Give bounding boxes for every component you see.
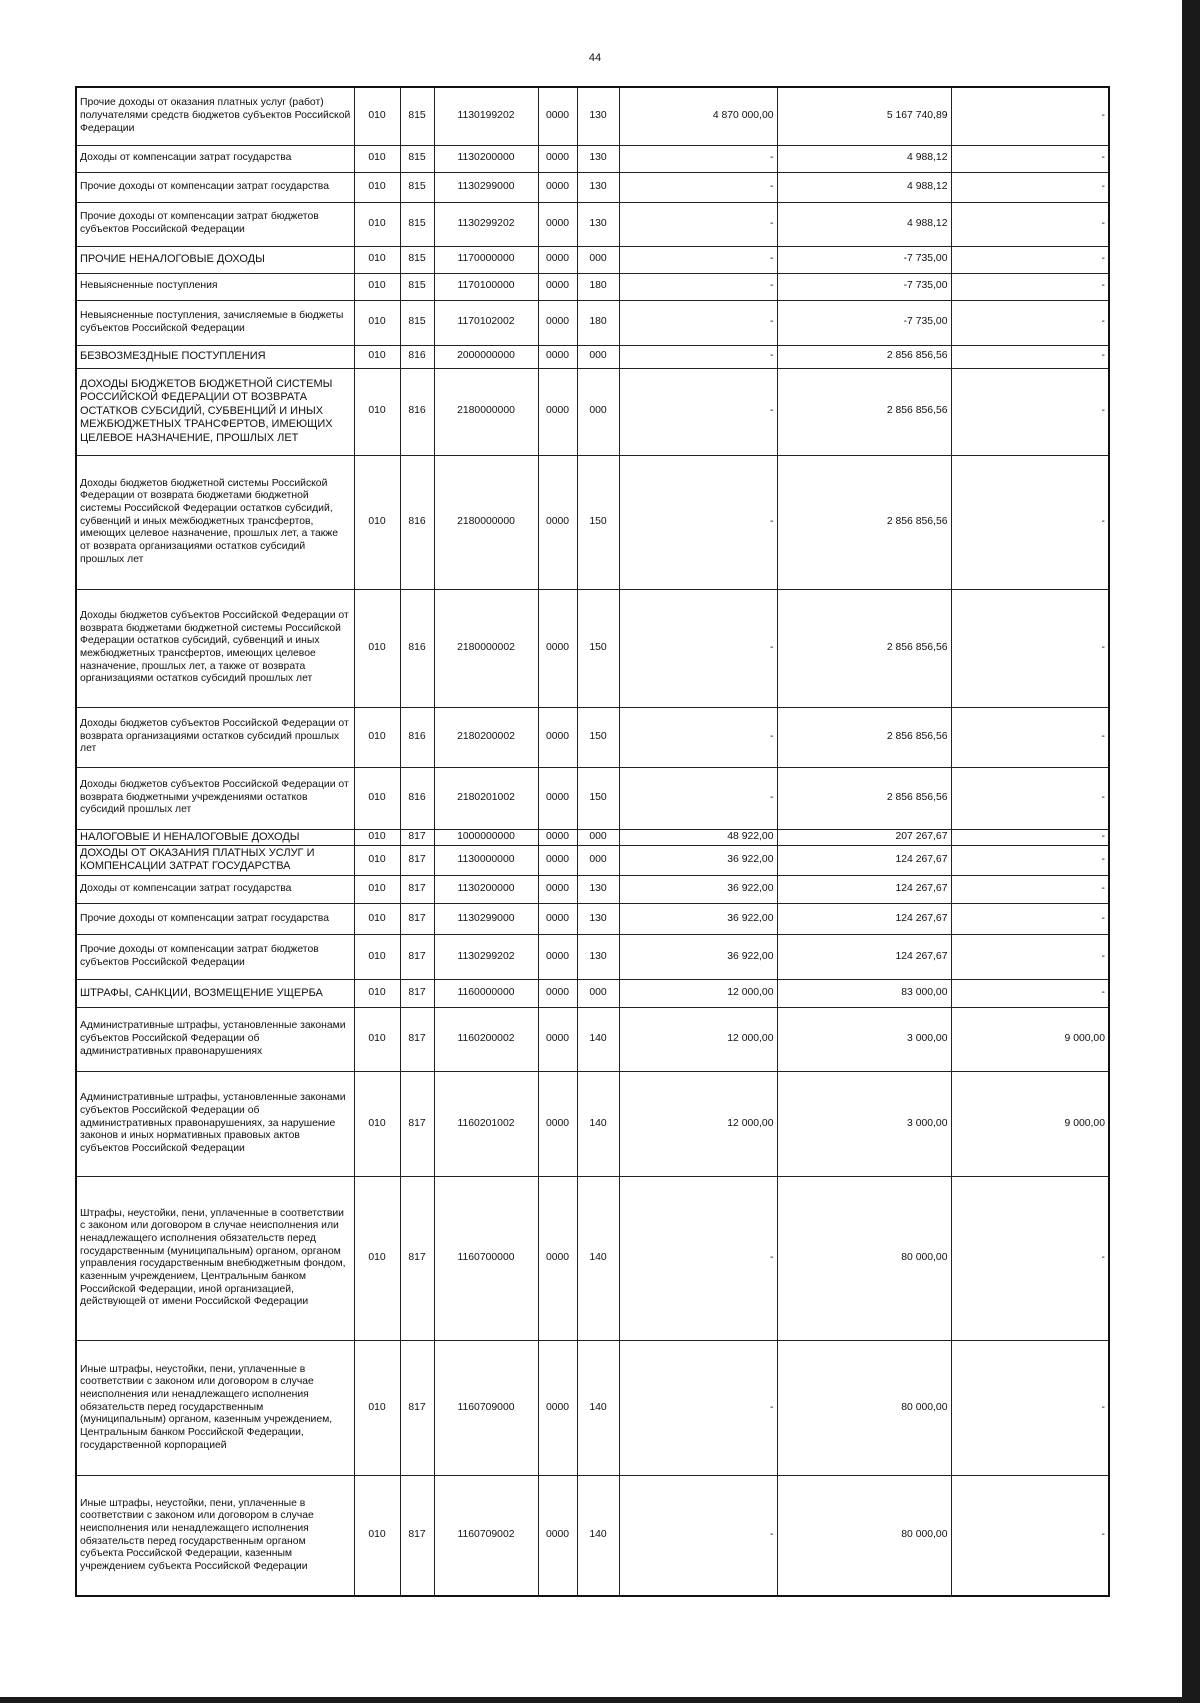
table-row — [76, 87, 1109, 145]
row-kbk-code: 2180000000 — [434, 455, 538, 589]
table-row — [76, 1475, 1109, 1596]
row-fact-amount: 80 000,00 — [777, 1176, 951, 1340]
row-diff-amount: - — [951, 145, 1109, 172]
row-admin-code: 010 — [354, 707, 400, 767]
row-admin-code: 010 — [354, 767, 400, 829]
row-kbk-code: 1130299000 — [434, 903, 538, 934]
row-chapter-code: 817 — [400, 1475, 434, 1596]
row-program-code: 0000 — [538, 934, 577, 979]
row-description: Доходы бюджетов субъектов Российской Федерации от возврата организациями остатков субсидий прошлых лет — [76, 707, 354, 767]
row-plan-amount: 36 922,00 — [619, 845, 777, 875]
row-kosgu-code: 130 — [577, 875, 619, 903]
row-kbk-code: 1130200000 — [434, 145, 538, 172]
row-plan-amount: - — [619, 707, 777, 767]
row-program-code: 0000 — [538, 246, 577, 273]
row-plan-amount: - — [619, 172, 777, 202]
row-admin-code: 010 — [354, 875, 400, 903]
row-diff-amount: - — [951, 1176, 1109, 1340]
row-program-code: 0000 — [538, 767, 577, 829]
row-kosgu-code: 000 — [577, 845, 619, 875]
row-kosgu-code: 140 — [577, 1475, 619, 1596]
row-description: Прочие доходы от компенсации затрат бюджетов субъектов Российской Федерации — [76, 934, 354, 979]
row-kbk-code: 2180000002 — [434, 589, 538, 707]
row-description: Прочие доходы от компенсации затрат государства — [76, 172, 354, 202]
row-description: Иные штрафы, неустойки, пени, уплаченные в соответствии с законом или договором в случае неисполнения или ненадлежащего исполнения обязательств перед государственным органом субъекта Российской Федерации, казенным учреждением субъекта Российской Федерации — [76, 1475, 354, 1596]
row-program-code: 0000 — [538, 1071, 577, 1176]
row-kbk-code: 2180201002 — [434, 767, 538, 829]
row-chapter-code: 817 — [400, 1007, 434, 1071]
row-plan-amount: 4 870 000,00 — [619, 87, 777, 145]
row-fact-amount: 2 856 856,56 — [777, 455, 951, 589]
row-kbk-code: 1160201002 — [434, 1071, 538, 1176]
row-description: Штрафы, неустойки, пени, уплаченные в соответствии с законом или договором в случае неисполнения или ненадлежащего исполнения обязательств перед государственным (муниципальным) органом, органом управления государственным внебюджетным фондом, казенным учреждением, Центральным банком Российской Федерации, иной организацией, действующей от имени Российской Федерации — [76, 1176, 354, 1340]
row-fact-amount: 5 167 740,89 — [777, 87, 951, 145]
row-chapter-code: 817 — [400, 875, 434, 903]
row-plan-amount: 12 000,00 — [619, 1007, 777, 1071]
table-row — [76, 246, 1109, 273]
row-fact-amount: 83 000,00 — [777, 979, 951, 1007]
row-fact-amount: 3 000,00 — [777, 1007, 951, 1071]
row-chapter-code: 817 — [400, 829, 434, 845]
row-admin-code: 010 — [354, 1475, 400, 1596]
row-program-code: 0000 — [538, 345, 577, 368]
row-kosgu-code: 140 — [577, 1071, 619, 1176]
row-kbk-code: 1160709000 — [434, 1340, 538, 1475]
row-program-code: 0000 — [538, 903, 577, 934]
revenue-table — [75, 86, 1110, 1597]
row-program-code: 0000 — [538, 455, 577, 589]
row-diff-amount: - — [951, 875, 1109, 903]
row-kosgu-code: 130 — [577, 903, 619, 934]
row-diff-amount: - — [951, 202, 1109, 246]
row-kosgu-code: 150 — [577, 707, 619, 767]
row-kosgu-code: 000 — [577, 829, 619, 845]
row-chapter-code: 815 — [400, 145, 434, 172]
row-fact-amount: 2 856 856,56 — [777, 589, 951, 707]
row-fact-amount: 124 267,67 — [777, 934, 951, 979]
row-kbk-code: 1160709002 — [434, 1475, 538, 1596]
row-chapter-code: 816 — [400, 707, 434, 767]
row-description: Прочие доходы от оказания платных услуг (работ) получателями средств бюджетов субъектов Российской Федерации — [76, 87, 354, 145]
row-chapter-code: 815 — [400, 172, 434, 202]
row-diff-amount: 9 000,00 — [951, 1071, 1109, 1176]
row-diff-amount: - — [951, 1475, 1109, 1596]
row-program-code: 0000 — [538, 172, 577, 202]
row-diff-amount: - — [951, 455, 1109, 589]
row-chapter-code: 817 — [400, 903, 434, 934]
row-plan-amount: - — [619, 1475, 777, 1596]
row-program-code: 0000 — [538, 1340, 577, 1475]
table-row — [76, 979, 1109, 1007]
row-description: БЕЗВОЗМЕЗДНЫЕ ПОСТУПЛЕНИЯ — [76, 345, 354, 368]
table-row — [76, 1176, 1109, 1340]
row-admin-code: 010 — [354, 934, 400, 979]
row-fact-amount: 4 988,12 — [777, 172, 951, 202]
row-description: Доходы от компенсации затрат государства — [76, 145, 354, 172]
row-fact-amount: 2 856 856,56 — [777, 767, 951, 829]
row-plan-amount: - — [619, 767, 777, 829]
row-plan-amount: - — [619, 1176, 777, 1340]
row-program-code: 0000 — [538, 87, 577, 145]
row-plan-amount: - — [619, 1340, 777, 1475]
table-row — [76, 202, 1109, 246]
row-chapter-code: 815 — [400, 273, 434, 300]
row-chapter-code: 816 — [400, 345, 434, 368]
table-row — [76, 707, 1109, 767]
table-row — [76, 903, 1109, 934]
row-diff-amount: - — [951, 845, 1109, 875]
table-row — [76, 589, 1109, 707]
row-chapter-code: 816 — [400, 767, 434, 829]
row-diff-amount: - — [951, 707, 1109, 767]
row-plan-amount: - — [619, 202, 777, 246]
row-kosgu-code: 130 — [577, 202, 619, 246]
row-chapter-code: 815 — [400, 202, 434, 246]
row-kosgu-code: 130 — [577, 87, 619, 145]
row-program-code: 0000 — [538, 145, 577, 172]
row-diff-amount: - — [951, 246, 1109, 273]
row-description: ДОХОДЫ БЮДЖЕТОВ БЮДЖЕТНОЙ СИСТЕМЫ РОССИЙСКОЙ ФЕДЕРАЦИИ ОТ ВОЗВРАТА ОСТАТКОВ СУБСИДИЙ, СУБВЕНЦИЙ И ИНЫХ МЕЖБЮДЖЕТНЫХ ТРАНСФЕРТОВ, ИМЕЮЩИХ ЦЕЛЕВОЕ НАЗНАЧЕНИЕ, ПРОШЛЫХ ЛЕТ — [76, 368, 354, 455]
row-description: Невыясненные поступления — [76, 273, 354, 300]
row-chapter-code: 817 — [400, 845, 434, 875]
row-kosgu-code: 000 — [577, 979, 619, 1007]
row-kbk-code: 2180000000 — [434, 368, 538, 455]
row-admin-code: 010 — [354, 829, 400, 845]
row-admin-code: 010 — [354, 202, 400, 246]
row-kosgu-code: 000 — [577, 246, 619, 273]
row-kbk-code: 1170100000 — [434, 273, 538, 300]
row-fact-amount: 2 856 856,56 — [777, 368, 951, 455]
page-number: 44 — [588, 52, 602, 64]
row-fact-amount: 207 267,67 — [777, 829, 951, 845]
row-diff-amount: - — [951, 300, 1109, 345]
row-kosgu-code: 150 — [577, 455, 619, 589]
table-row — [76, 145, 1109, 172]
row-kosgu-code: 150 — [577, 767, 619, 829]
row-kbk-code: 1130000000 — [434, 845, 538, 875]
row-plan-amount: - — [619, 455, 777, 589]
table-row — [76, 273, 1109, 300]
row-admin-code: 010 — [354, 455, 400, 589]
row-chapter-code: 816 — [400, 589, 434, 707]
table-row — [76, 345, 1109, 368]
row-description: ШТРАФЫ, САНКЦИИ, ВОЗМЕЩЕНИЕ УЩЕРБА — [76, 979, 354, 1007]
row-diff-amount: - — [951, 273, 1109, 300]
row-plan-amount: - — [619, 589, 777, 707]
row-description: Доходы бюджетов субъектов Российской Федерации от возврата бюджетными учреждениями остатков субсидий прошлых лет — [76, 767, 354, 829]
row-chapter-code: 816 — [400, 455, 434, 589]
table-row — [76, 300, 1109, 345]
row-kbk-code: 1170102002 — [434, 300, 538, 345]
row-plan-amount: 12 000,00 — [619, 979, 777, 1007]
row-admin-code: 010 — [354, 903, 400, 934]
row-diff-amount: - — [951, 979, 1109, 1007]
row-kbk-code: 1130200000 — [434, 875, 538, 903]
table-body — [76, 87, 1109, 1596]
row-admin-code: 010 — [354, 845, 400, 875]
row-description: Иные штрафы, неустойки, пени, уплаченные в соответствии с законом или договором в случае неисполнения или ненадлежащего исполнения обязательств перед государственным (муниципальным) органом, казенным учреждением, Центральным банком Российской Федерации, государственной корпорацией — [76, 1340, 354, 1475]
row-diff-amount: - — [951, 934, 1109, 979]
row-admin-code: 010 — [354, 1007, 400, 1071]
row-fact-amount: -7 735,00 — [777, 300, 951, 345]
row-chapter-code: 817 — [400, 1176, 434, 1340]
scan-border-right — [1182, 0, 1200, 1703]
row-chapter-code: 815 — [400, 87, 434, 145]
row-plan-amount: - — [619, 145, 777, 172]
row-fact-amount: 2 856 856,56 — [777, 345, 951, 368]
row-fact-amount: 124 267,67 — [777, 845, 951, 875]
row-kbk-code: 1160700000 — [434, 1176, 538, 1340]
row-kbk-code: 1130299202 — [434, 202, 538, 246]
row-plan-amount: - — [619, 368, 777, 455]
row-program-code: 0000 — [538, 1475, 577, 1596]
row-chapter-code: 817 — [400, 1340, 434, 1475]
row-kosgu-code: 140 — [577, 1007, 619, 1071]
row-fact-amount: -7 735,00 — [777, 246, 951, 273]
table-row — [76, 1007, 1109, 1071]
row-fact-amount: 3 000,00 — [777, 1071, 951, 1176]
row-diff-amount: - — [951, 903, 1109, 934]
row-program-code: 0000 — [538, 979, 577, 1007]
row-kosgu-code: 130 — [577, 172, 619, 202]
row-kbk-code: 2000000000 — [434, 345, 538, 368]
table-row — [76, 368, 1109, 455]
row-diff-amount: - — [951, 87, 1109, 145]
row-program-code: 0000 — [538, 202, 577, 246]
table-row — [76, 1340, 1109, 1475]
row-chapter-code: 817 — [400, 1071, 434, 1176]
row-kosgu-code: 140 — [577, 1176, 619, 1340]
table-row — [76, 1071, 1109, 1176]
row-admin-code: 010 — [354, 145, 400, 172]
row-admin-code: 010 — [354, 300, 400, 345]
row-program-code: 0000 — [538, 1007, 577, 1071]
row-fact-amount: 124 267,67 — [777, 875, 951, 903]
row-description: Невыясненные поступления, зачисляемые в бюджеты субъектов Российской Федерации — [76, 300, 354, 345]
row-chapter-code: 815 — [400, 246, 434, 273]
row-admin-code: 010 — [354, 273, 400, 300]
row-admin-code: 010 — [354, 589, 400, 707]
row-kosgu-code: 150 — [577, 589, 619, 707]
row-kbk-code: 1170000000 — [434, 246, 538, 273]
row-fact-amount: 80 000,00 — [777, 1475, 951, 1596]
row-description: Прочие доходы от компенсации затрат государства — [76, 903, 354, 934]
row-plan-amount: - — [619, 300, 777, 345]
row-fact-amount: -7 735,00 — [777, 273, 951, 300]
row-fact-amount: 124 267,67 — [777, 903, 951, 934]
row-chapter-code: 817 — [400, 979, 434, 1007]
row-diff-amount: - — [951, 368, 1109, 455]
table-row — [76, 845, 1109, 875]
row-program-code: 0000 — [538, 368, 577, 455]
row-program-code: 0000 — [538, 300, 577, 345]
row-description: ПРОЧИЕ НЕНАЛОГОВЫЕ ДОХОДЫ — [76, 246, 354, 273]
row-description: НАЛОГОВЫЕ И НЕНАЛОГОВЫЕ ДОХОДЫ — [76, 829, 354, 845]
row-kosgu-code: 130 — [577, 145, 619, 172]
row-kbk-code: 1130199202 — [434, 87, 538, 145]
row-plan-amount: 36 922,00 — [619, 903, 777, 934]
row-kosgu-code: 000 — [577, 368, 619, 455]
row-chapter-code: 817 — [400, 934, 434, 979]
row-program-code: 0000 — [538, 845, 577, 875]
row-admin-code: 010 — [354, 345, 400, 368]
row-admin-code: 010 — [354, 172, 400, 202]
row-diff-amount: - — [951, 172, 1109, 202]
row-diff-amount: - — [951, 767, 1109, 829]
row-plan-amount: 12 000,00 — [619, 1071, 777, 1176]
row-kosgu-code: 130 — [577, 934, 619, 979]
row-fact-amount: 4 988,12 — [777, 145, 951, 172]
row-description: Прочие доходы от компенсации затрат бюджетов субъектов Российской Федерации — [76, 202, 354, 246]
row-program-code: 0000 — [538, 875, 577, 903]
row-admin-code: 010 — [354, 87, 400, 145]
table-row — [76, 767, 1109, 829]
row-description: Административные штрафы, установленные законами субъектов Российской Федерации об административных правонарушениях — [76, 1007, 354, 1071]
row-kosgu-code: 180 — [577, 300, 619, 345]
row-program-code: 0000 — [538, 829, 577, 845]
table-row — [76, 829, 1109, 845]
row-admin-code: 010 — [354, 1176, 400, 1340]
table-row — [76, 172, 1109, 202]
row-program-code: 0000 — [538, 707, 577, 767]
row-description: Доходы от компенсации затрат государства — [76, 875, 354, 903]
row-description: Административные штрафы, установленные законами субъектов Российской Федерации об административных правонарушениях, за нарушение законов и иных нормативных правовых актов субъектов Российской Федерации — [76, 1071, 354, 1176]
row-admin-code: 010 — [354, 246, 400, 273]
row-fact-amount: 80 000,00 — [777, 1340, 951, 1475]
row-diff-amount: - — [951, 829, 1109, 845]
table-row — [76, 455, 1109, 589]
row-description: Доходы бюджетов бюджетной системы Российской Федерации от возврата бюджетами бюджетной системы Российской Федерации остатков субсидий, субвенций и иных межбюджетных трансфертов, имеющих целевое назначение, прошлых лет, а также от возврата организациями остатков субсидий прошлых лет — [76, 455, 354, 589]
row-plan-amount: - — [619, 246, 777, 273]
row-plan-amount: 48 922,00 — [619, 829, 777, 845]
table-row — [76, 934, 1109, 979]
row-program-code: 0000 — [538, 273, 577, 300]
row-chapter-code: 816 — [400, 368, 434, 455]
row-kbk-code: 1160000000 — [434, 979, 538, 1007]
row-kbk-code: 1130299202 — [434, 934, 538, 979]
row-diff-amount: - — [951, 1340, 1109, 1475]
row-fact-amount: 2 856 856,56 — [777, 707, 951, 767]
row-diff-amount: - — [951, 345, 1109, 368]
row-plan-amount: - — [619, 273, 777, 300]
row-kbk-code: 1160200002 — [434, 1007, 538, 1071]
row-fact-amount: 4 988,12 — [777, 202, 951, 246]
row-admin-code: 010 — [354, 1071, 400, 1176]
row-kosgu-code: 000 — [577, 345, 619, 368]
row-admin-code: 010 — [354, 979, 400, 1007]
row-description: Доходы бюджетов субъектов Российской Федерации от возврата бюджетами бюджетной системы Российской Федерации остатков субсидий, субвенций и иных межбюджетных трансфертов, имеющих целевое назначение, прошлых лет, а также от возврата организациями остатков субсидий прошлых лет — [76, 589, 354, 707]
row-diff-amount: 9 000,00 — [951, 1007, 1109, 1071]
row-kosgu-code: 180 — [577, 273, 619, 300]
table-row — [76, 875, 1109, 903]
row-admin-code: 010 — [354, 1340, 400, 1475]
row-kbk-code: 2180200002 — [434, 707, 538, 767]
scan-border-bottom — [0, 1697, 1200, 1703]
row-program-code: 0000 — [538, 589, 577, 707]
row-description: ДОХОДЫ ОТ ОКАЗАНИЯ ПЛАТНЫХ УСЛУГ И КОМПЕНСАЦИИ ЗАТРАТ ГОСУДАРСТВА — [76, 845, 354, 875]
row-diff-amount: - — [951, 589, 1109, 707]
row-kbk-code: 1130299000 — [434, 172, 538, 202]
row-plan-amount: 36 922,00 — [619, 934, 777, 979]
row-program-code: 0000 — [538, 1176, 577, 1340]
row-kosgu-code: 140 — [577, 1340, 619, 1475]
row-plan-amount: 36 922,00 — [619, 875, 777, 903]
row-admin-code: 010 — [354, 368, 400, 455]
row-kbk-code: 1000000000 — [434, 829, 538, 845]
row-chapter-code: 815 — [400, 300, 434, 345]
row-plan-amount: - — [619, 345, 777, 368]
